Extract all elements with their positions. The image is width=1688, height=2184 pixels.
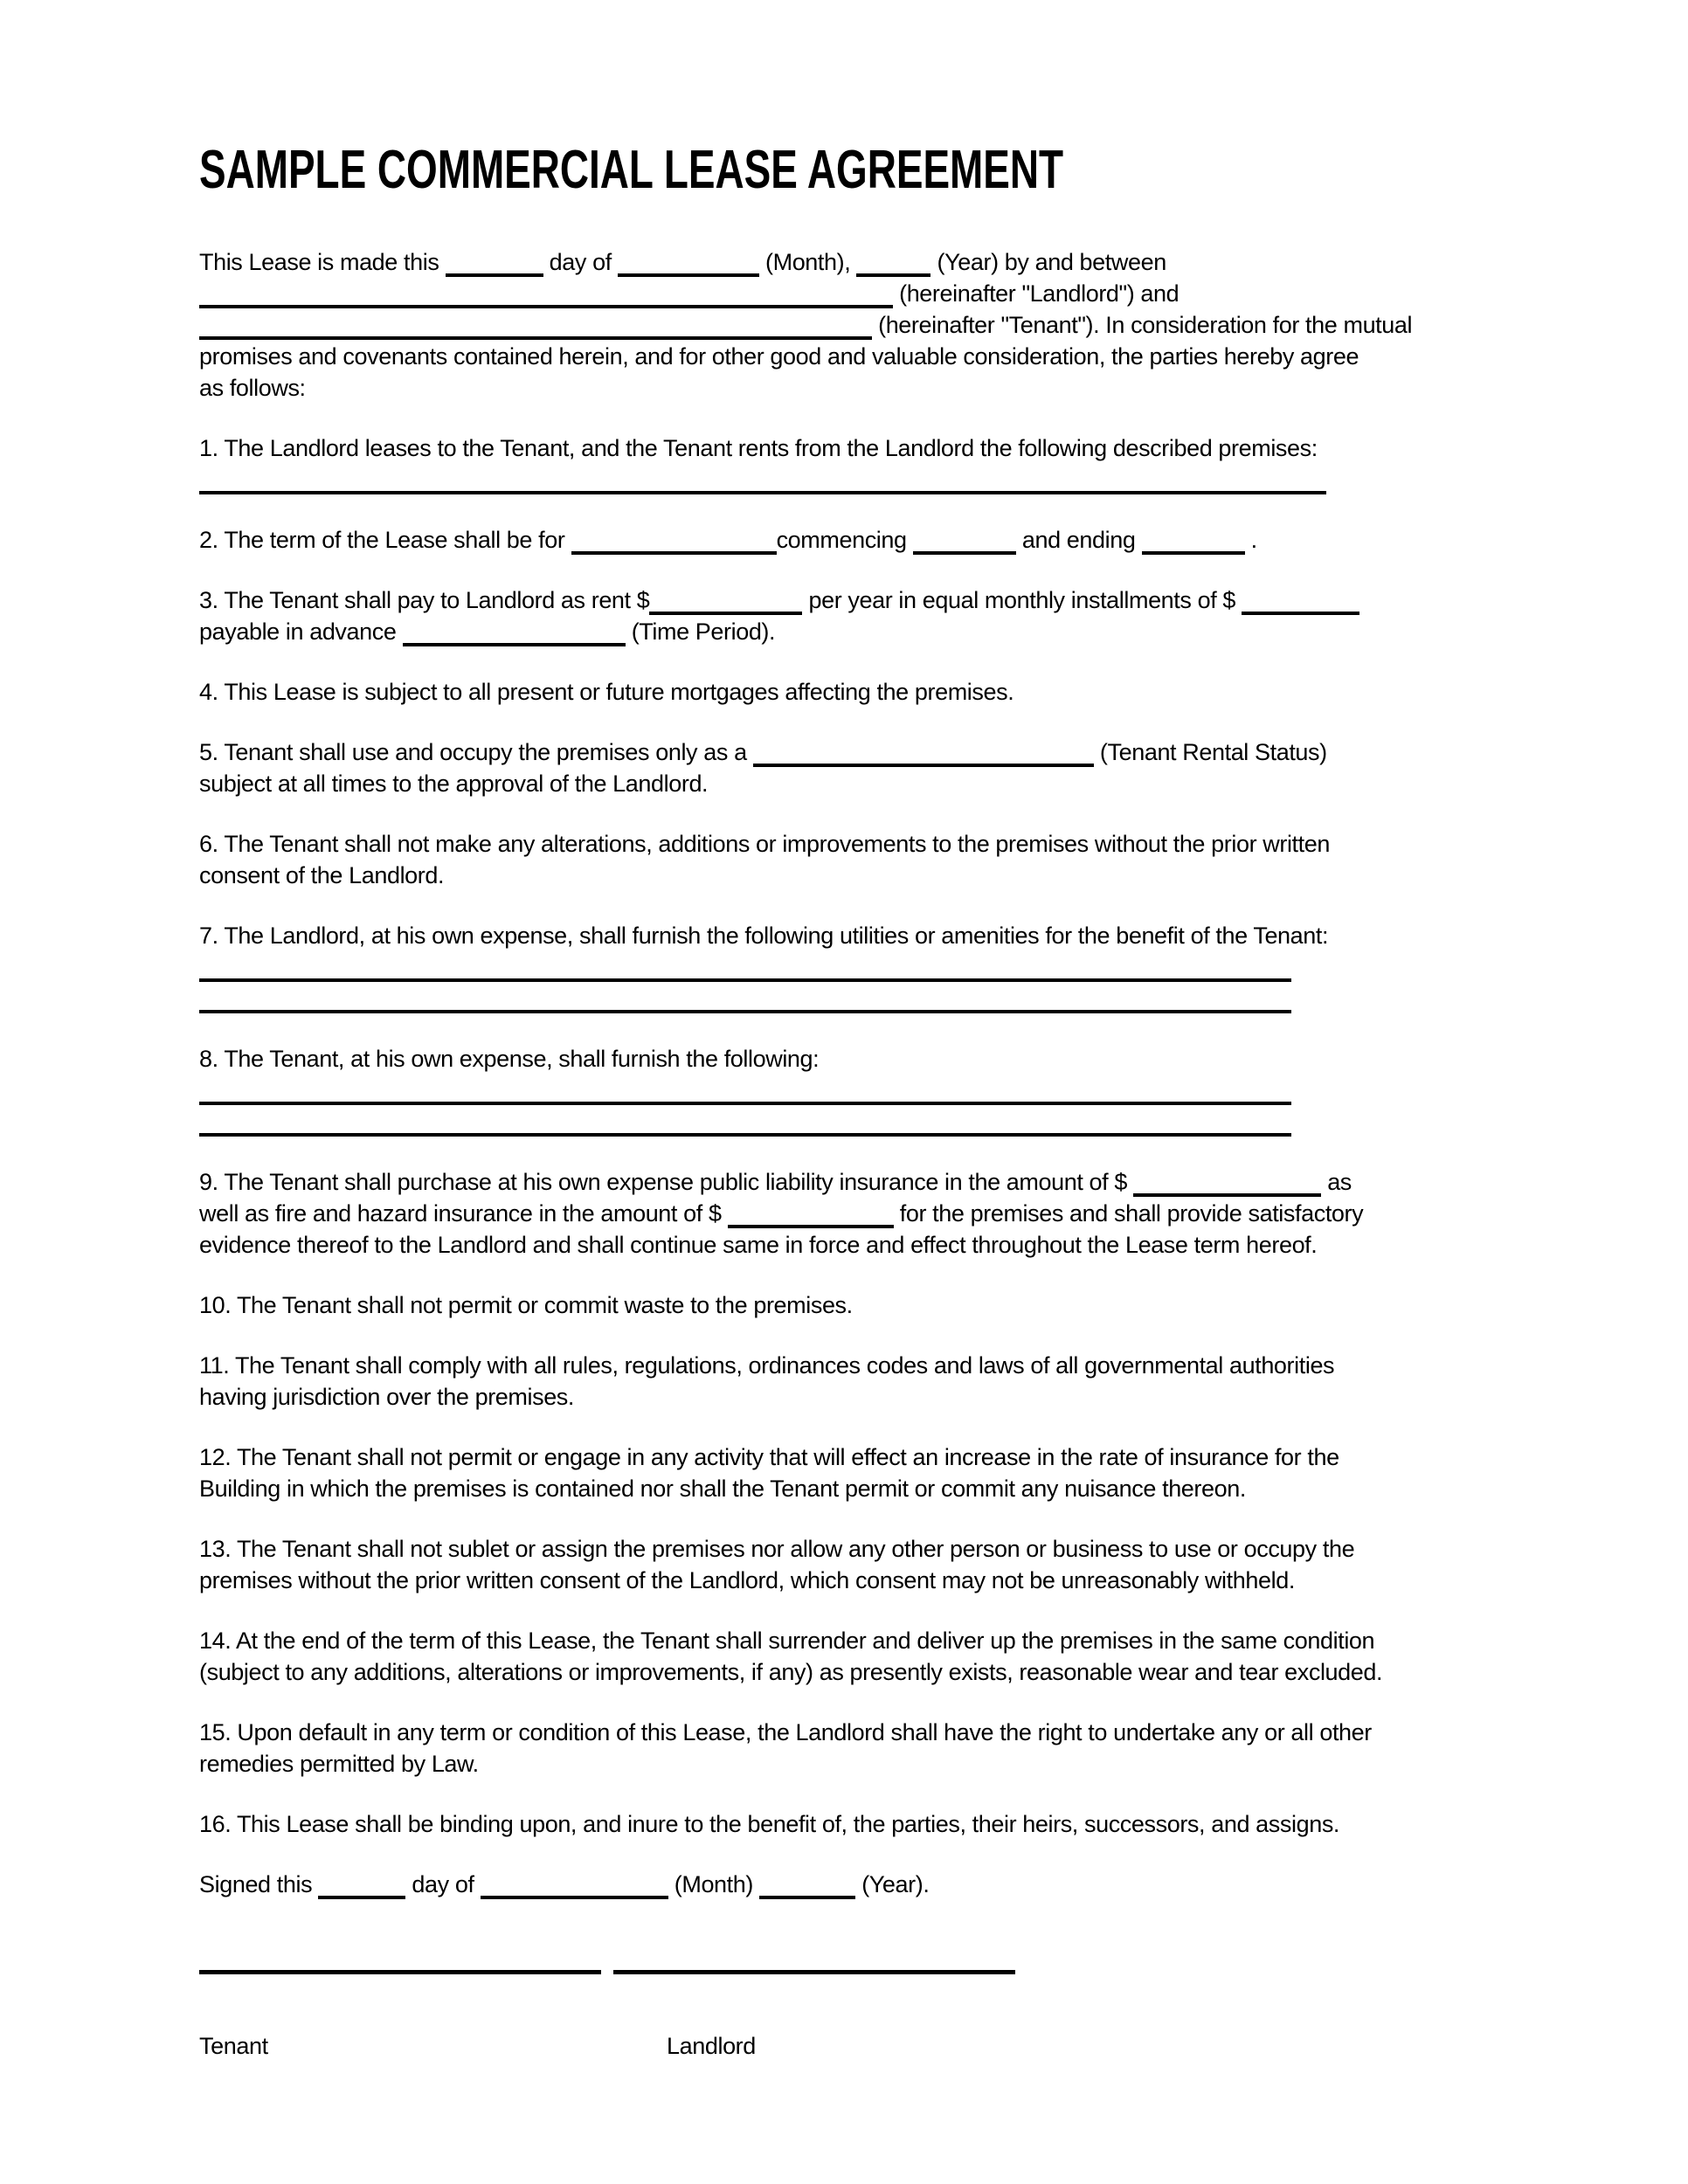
text-run: (Month) — [668, 1871, 760, 1897]
signed-clause — [199, 1869, 1522, 1900]
text-run: 11. The Tenant shall comply with all rules, regulations, ordinances codes and laws of all governmental authorities — [199, 1352, 1335, 1379]
blank-field — [199, 978, 1291, 982]
text-run: payable in advance — [199, 619, 403, 645]
signature-row — [199, 1970, 1522, 1974]
clause-14 — [199, 1625, 1522, 1688]
clause-11 — [199, 1350, 1522, 1413]
text-run: commencing — [776, 527, 913, 553]
text-run: 3. The Tenant shall pay to Landlord as rent $ — [199, 587, 650, 613]
text-run: premises without the prior written consent of the Landlord, which consent may not be unreasonably withheld. — [199, 1567, 1295, 1593]
text-run: This Lease is made this — [199, 249, 446, 275]
blank-field — [199, 305, 893, 308]
blank-field — [199, 491, 1326, 494]
text-run: consent of the Landlord. — [199, 862, 445, 888]
text-run: 4. This Lease is subject to all present or future mortgages affecting the premises. — [199, 679, 1014, 705]
blank-field — [1142, 551, 1245, 555]
text-run: (subject to any additions, alterations or improvements, if any) as presently exists, reasonable wear and tear excluded. — [199, 1659, 1383, 1685]
text-run: as follows: — [199, 375, 306, 401]
clause-4 — [199, 676, 1522, 708]
text-run: 6. The Tenant shall not make any alterations, additions or improvements to the premises without the prior written — [199, 831, 1330, 857]
clause-12 — [199, 1441, 1522, 1504]
text-run: evidence thereof to the Landlord and shall continue same in force and effect throughout the Lease term hereof. — [199, 1232, 1318, 1258]
text-run: (hereinafter "Landlord") and — [893, 280, 1180, 307]
text-run: day of — [405, 1871, 481, 1897]
blank-field — [199, 336, 872, 340]
clause-15 — [199, 1717, 1522, 1780]
blank-field — [403, 643, 626, 646]
text-run: (Time Period). — [625, 619, 776, 645]
blank-field — [728, 1225, 894, 1228]
text-run: Building in which the premises is contained nor shall the Tenant permit or commit any nuisance thereon. — [199, 1476, 1246, 1502]
signature-line — [199, 1970, 601, 1974]
clause-16 — [199, 1808, 1522, 1840]
blank-field — [1133, 1193, 1321, 1197]
blank-field — [1242, 612, 1359, 615]
signature-labels — [199, 2030, 1522, 2062]
signature-label-tenant: Tenant — [199, 2033, 268, 2059]
text-run: and ending — [1015, 527, 1142, 553]
blank-field — [199, 1133, 1291, 1137]
text-run: 5. Tenant shall use and occupy the premises only as a — [199, 739, 753, 765]
text-run: having jurisdiction over the premises. — [199, 1384, 575, 1410]
clause-1 — [199, 432, 1522, 495]
text-run: 7. The Landlord, at his own expense, shall furnish the following utilities or amenities for the benefit of the Tenant: — [199, 923, 1329, 949]
clause-6 — [199, 828, 1522, 891]
text-run: as — [1321, 1169, 1352, 1195]
text-run: 1. The Landlord leases to the Tenant, and the Tenant rents from the Landlord the following described premises: — [199, 435, 1318, 461]
blank-field — [481, 1896, 668, 1899]
text-run: (hereinafter "Tenant"). In consideration for the mutual — [872, 312, 1413, 338]
blank-field — [199, 1102, 1291, 1105]
text-run: 15. Upon default in any term or condition of this Lease, the Landlord shall have the right to undertake any or all other — [199, 1719, 1372, 1745]
blank-field — [856, 273, 930, 277]
blank-field — [618, 273, 759, 277]
text-run: 2. The term of the Lease shall be for — [199, 527, 571, 553]
clause-10 — [199, 1289, 1522, 1321]
text-run: (Year). — [855, 1871, 930, 1897]
text-run: 13. The Tenant shall not sublet or assign the premises nor allow any other person or business to use or occupy the — [199, 1536, 1355, 1562]
text-run: subject at all times to the approval of the Landlord. — [199, 771, 709, 797]
text-run: (Year) by and between — [930, 249, 1166, 275]
clause-3 — [199, 584, 1522, 647]
text-run: 10. The Tenant shall not permit or commit waste to the premises. — [199, 1292, 853, 1318]
blank-field — [759, 1896, 855, 1899]
blank-field — [446, 273, 543, 277]
clause-13 — [199, 1533, 1522, 1596]
text-run: promises and covenants contained herein, and for other good and valuable consideration, the parties hereby agree — [199, 343, 1359, 370]
text-run: (Tenant Rental Status) — [1093, 739, 1327, 765]
document-body — [199, 246, 1522, 1900]
text-run: (Month), — [758, 249, 857, 275]
blank-field — [571, 551, 777, 555]
text-run: 8. The Tenant, at his own expense, shall furnish the following: — [199, 1046, 820, 1072]
signature-label-landlord: Landlord — [667, 2033, 756, 2059]
blank-field — [649, 612, 802, 615]
signature-line — [613, 1970, 1015, 1974]
text-run: remedies permitted by Law. — [199, 1751, 479, 1777]
text-run: 14. At the end of the term of this Lease, the Tenant shall surrender and deliver up the premises in the same condition — [199, 1628, 1375, 1654]
clause-9 — [199, 1166, 1522, 1261]
text-run: 9. The Tenant shall purchase at his own expense public liability insurance in the amount of $ — [199, 1169, 1134, 1195]
clause-2 — [199, 524, 1522, 556]
text-run: 16. This Lease shall be binding upon, and inure to the benefit of, the parties, their heirs, successors, and assigns. — [199, 1811, 1340, 1837]
document-title: SAMPLE COMMERCIAL LEASE AGREEMENT — [199, 140, 1064, 200]
blank-field — [318, 1896, 405, 1899]
text-run: day of — [543, 249, 618, 275]
clause-7 — [199, 920, 1522, 1014]
blank-field — [913, 551, 1016, 555]
blank-field — [199, 1010, 1291, 1013]
text-run: per year in equal monthly installments of $ — [802, 587, 1242, 613]
clause-5 — [199, 736, 1522, 799]
text-run: well as fire and hazard insurance in the amount of $ — [199, 1200, 728, 1227]
intro-paragraph — [199, 246, 1522, 404]
text-run: for the premises and shall provide satisfactory — [893, 1200, 1364, 1227]
blank-field — [753, 764, 1094, 767]
text-run: Signed this — [199, 1871, 319, 1897]
clause-8 — [199, 1043, 1522, 1137]
text-run: . — [1244, 527, 1257, 553]
text-run: 12. The Tenant shall not permit or engage in any activity that will effect an increase in the rate of insurance for the — [199, 1444, 1339, 1470]
